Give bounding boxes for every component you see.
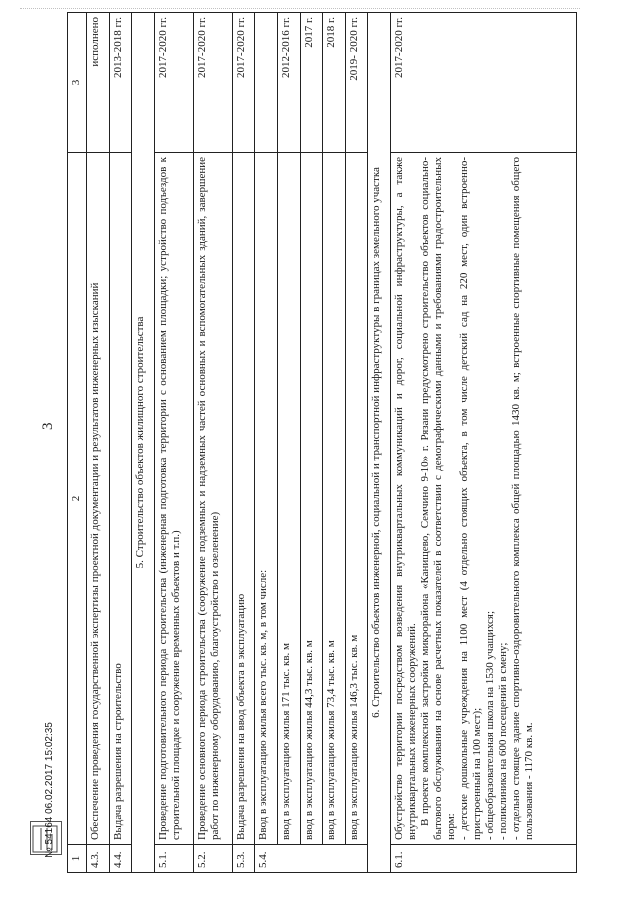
- section-5-title: 5. Строительство объектов жилищного строительства: [132, 13, 155, 873]
- row-text: Проведение основного периода строительства (сооружение подземных и надземных частей основных и вспомогательных зданий, завершение работ по инженерному оборудованию, благоустройство и озеленение): [193, 153, 232, 845]
- document-registration-id: № 54164 06.02.2017 15:02:35: [44, 722, 55, 858]
- row-period: 2017 г.: [300, 13, 323, 153]
- list-item: - общеобразовательная школа на 1530 учащихся;: [483, 611, 496, 840]
- paragraph: Обустройство территории посредством возведения внутриквартальных коммуникаций и дорог, социальной инфраструктуры, а также внутриквартальных инженерных сооружений.: [392, 157, 418, 840]
- row-period: 2013-2018 гг.: [109, 13, 132, 153]
- header-col2: 2: [68, 153, 87, 845]
- table-row: [277, 13, 300, 873]
- table-row: [300, 13, 323, 873]
- section-row: [368, 13, 391, 873]
- row-period: 2018 г.: [323, 13, 346, 153]
- row-text: Ввод в эксплуатацию жилья всего тыс. кв. м, в том числе:: [255, 153, 278, 845]
- page-number: 3: [40, 422, 56, 430]
- row-text: Проведение подготовительного периода строительства (инженерная подготовка территории с основанием площадки; устройство подъездов к строительной площадке и сооружение временных объектов и т.п.): [154, 153, 193, 845]
- row-period: 2017-2020 гг.: [193, 13, 232, 153]
- table-row: [109, 13, 132, 873]
- row-period: 2012-2016 гг.: [277, 13, 300, 153]
- row-number: 5.3.: [232, 845, 255, 873]
- row-text: ввод в эксплуатацию жилья 171 тыс. кв. м: [277, 153, 300, 845]
- row-text: Выдача разрешения на ввод объекта в эксплуатацию: [232, 153, 255, 845]
- header-col3: 3: [68, 13, 87, 153]
- table-row: [87, 13, 110, 873]
- row-number: 4.3.: [87, 845, 110, 873]
- table-row: [232, 13, 255, 873]
- row-period: исполнено: [87, 13, 110, 153]
- row-period: 2017-2020 гг.: [390, 13, 576, 153]
- row-number: 5.2.: [193, 845, 232, 873]
- row-text-block: [390, 153, 576, 845]
- section-row: [132, 13, 155, 873]
- table-row: [154, 13, 193, 873]
- table-row: [345, 13, 368, 873]
- row-period: 2017-2020 гг.: [154, 13, 193, 153]
- table-header-row: [68, 13, 87, 873]
- row-number: 4.4.: [109, 845, 132, 873]
- row-text: Выдача разрешения на строительство: [109, 153, 132, 845]
- table-row: [193, 13, 232, 873]
- row-text: Обеспечение проведения государственной экспертизы проектной документации и результатов инженерных изысканий: [87, 153, 110, 845]
- table-row: [390, 13, 576, 873]
- row-number: 6.1.: [390, 845, 576, 873]
- section-6-title: 6. Строительство объектов инженерной, социальной и транспортной инфраструктуры в границах земельного участка: [368, 13, 391, 873]
- list-item: - отдельно стоящее здание спортивно-оздоровительного комплекса общей площадью 1430 кв. м; встроенные спортивные помещения общего пользования - 1170 кв. м.: [509, 157, 535, 840]
- row-text: ввод в эксплуатацию жилья 146,3 тыс. кв. м: [345, 153, 368, 845]
- header-col1: 1: [68, 845, 87, 873]
- row-period: [255, 13, 278, 153]
- row-text: ввод в эксплуатацию жилья 44,3 тыс. кв. м: [300, 153, 323, 845]
- list-item: - детские дошкольные учреждения на 1100 мест (4 отдельно стоящих объекта, в том числе детский сад на 220 мест, один встроенно-пристроенный на 100 мест);: [457, 157, 483, 840]
- row-number: 5.1.: [154, 845, 193, 873]
- table-row: [255, 13, 278, 873]
- row-number: 5.4.: [255, 845, 368, 873]
- row-period: 2017-2020 гг.: [232, 13, 255, 153]
- row-text: ввод в эксплуатацию жилья 73,4 тыс. кв. м: [323, 153, 346, 845]
- table-row: [323, 13, 346, 873]
- list-item: - поликлиника на 600 посещений в смену;: [496, 642, 509, 840]
- rotated-table-container: [67, 13, 577, 873]
- schedule-table: [67, 12, 577, 873]
- row-period: 2019- 2020 гг.: [345, 13, 368, 153]
- paragraph: В проекте комплексной застройки микрорайона «Канищево, Семчино 9-10» г. Рязани предусмотрено строительство объектов социально-бытового обслуживания на основе расчетных показателей в соответствии с демографическими данными и требованиями градостроительных норм:: [418, 157, 457, 840]
